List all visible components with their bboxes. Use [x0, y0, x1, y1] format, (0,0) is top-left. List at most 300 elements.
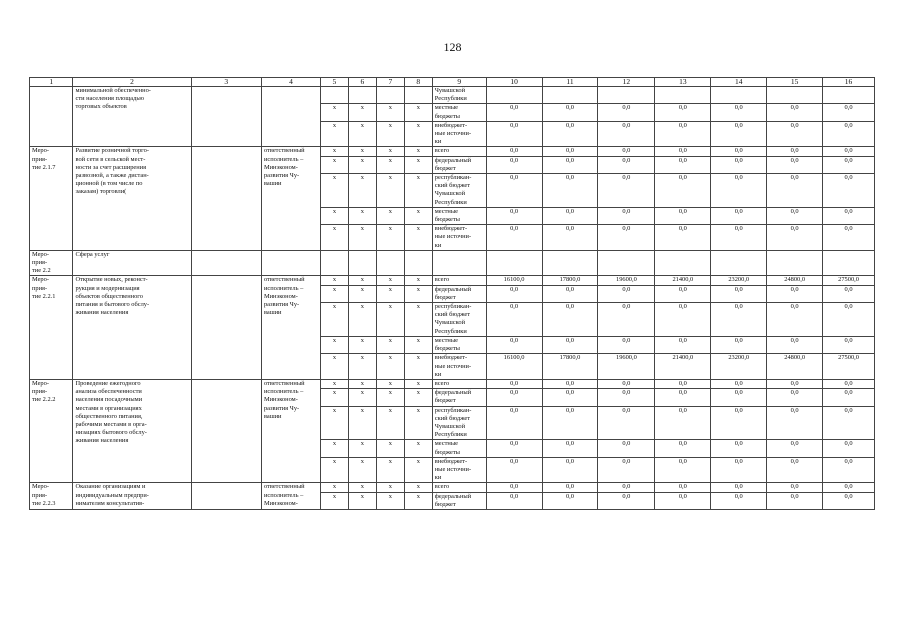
- value-cell: 19600,0: [598, 276, 655, 285]
- funding-source: федеральный бюджет: [432, 492, 486, 509]
- value-cell: 0,0: [542, 285, 598, 302]
- mark-cell: x: [320, 104, 348, 121]
- executor-cell: ответственный исполнитель – Минэконом- развития Чу- вашии: [261, 276, 320, 379]
- value-cell: 0,0: [711, 406, 767, 440]
- executor-cell: [261, 250, 320, 276]
- mark-cell: x: [320, 354, 348, 380]
- mark-cell: x: [348, 276, 376, 285]
- column-header: 13: [655, 78, 711, 87]
- value-cell: 0,0: [823, 207, 875, 224]
- value-cell: 0,0: [711, 492, 767, 509]
- funding-source: федеральный бюджет: [432, 389, 486, 406]
- table-row: [30, 379, 875, 388]
- mark-cell: x: [376, 225, 404, 251]
- value-cell: 0,0: [542, 147, 598, 156]
- funding-source: всего: [432, 483, 486, 492]
- value-cell: 0,0: [655, 104, 711, 121]
- mark-cell: x: [404, 104, 432, 121]
- value-cell: 0,0: [823, 156, 875, 173]
- mark-cell: x: [320, 147, 348, 156]
- value-cell: [542, 87, 598, 104]
- value-cell: 0,0: [598, 406, 655, 440]
- mark-cell: x: [320, 336, 348, 353]
- value-cell: 0,0: [767, 156, 823, 173]
- value-cell: 0,0: [711, 104, 767, 121]
- value-cell: 0,0: [711, 440, 767, 457]
- funding-source: местные бюджеты: [432, 440, 486, 457]
- value-cell: 0,0: [598, 104, 655, 121]
- funding-source: республикан- ский бюджет Чувашской Республики: [432, 303, 486, 337]
- value-cell: 0,0: [767, 379, 823, 388]
- mark-cell: x: [320, 276, 348, 285]
- value-cell: 0,0: [823, 457, 875, 483]
- value-cell: 24800,0: [767, 276, 823, 285]
- mark-cell: x: [404, 492, 432, 509]
- mark-cell: x: [320, 492, 348, 509]
- mark-cell: x: [404, 303, 432, 337]
- value-cell: 0,0: [711, 156, 767, 173]
- value-cell: 0,0: [542, 483, 598, 492]
- mark-cell: x: [320, 156, 348, 173]
- value-cell: 0,0: [598, 457, 655, 483]
- value-cell: 0,0: [711, 379, 767, 388]
- mark-cell: x: [404, 483, 432, 492]
- value-cell: 0,0: [655, 457, 711, 483]
- mark-cell: x: [320, 379, 348, 388]
- value-cell: 0,0: [486, 440, 542, 457]
- value-cell: 0,0: [486, 483, 542, 492]
- value-cell: 17800,0: [542, 354, 598, 380]
- value-cell: 0,0: [598, 147, 655, 156]
- mark-cell: x: [404, 440, 432, 457]
- value-cell: 0,0: [767, 406, 823, 440]
- value-cell: 0,0: [655, 303, 711, 337]
- measure-name: Сфера услуг: [73, 250, 191, 276]
- column-3-cell: [191, 147, 261, 250]
- funding-source: всего: [432, 379, 486, 388]
- value-cell: 0,0: [711, 207, 767, 224]
- mark-cell: x: [348, 104, 376, 121]
- value-cell: 0,0: [542, 492, 598, 509]
- column-header: 9: [432, 78, 486, 87]
- mark-cell: x: [376, 147, 404, 156]
- mark-cell: x: [404, 156, 432, 173]
- column-header: 7: [376, 78, 404, 87]
- executor-cell: ответственный исполнитель – Минэконом-: [261, 483, 320, 510]
- value-cell: 0,0: [655, 483, 711, 492]
- value-cell: 0,0: [598, 207, 655, 224]
- value-cell: 0,0: [486, 285, 542, 302]
- mark-cell: x: [376, 492, 404, 509]
- mark-cell: x: [348, 336, 376, 353]
- column-header: 8: [404, 78, 432, 87]
- mark-cell: [320, 250, 348, 276]
- measure-name: Проведение ежегодного анализа обеспеченности населения посадочными местами в организациях общественного питания, рабочими местами в орга- низациях бытового обслу- живания населения: [73, 379, 191, 482]
- mark-cell: x: [320, 389, 348, 406]
- value-cell: 0,0: [711, 483, 767, 492]
- value-cell: 0,0: [823, 379, 875, 388]
- column-3-cell: [191, 483, 261, 510]
- value-cell: 0,0: [711, 147, 767, 156]
- value-cell: 0,0: [767, 121, 823, 147]
- value-cell: [767, 250, 823, 276]
- mark-cell: x: [348, 389, 376, 406]
- column-header: 15: [767, 78, 823, 87]
- value-cell: 0,0: [598, 440, 655, 457]
- value-cell: [767, 87, 823, 104]
- mark-cell: x: [404, 174, 432, 208]
- mark-cell: x: [348, 147, 376, 156]
- value-cell: 0,0: [598, 389, 655, 406]
- value-cell: 0,0: [823, 492, 875, 509]
- mark-cell: x: [348, 174, 376, 208]
- column-3-cell: [191, 379, 261, 482]
- funding-source: Чувашской Республики: [432, 87, 486, 104]
- value-cell: 0,0: [598, 492, 655, 509]
- mark-cell: x: [320, 406, 348, 440]
- mark-cell: x: [376, 457, 404, 483]
- value-cell: 0,0: [598, 379, 655, 388]
- column-3-cell: [191, 87, 261, 147]
- value-cell: 0,0: [655, 121, 711, 147]
- mark-cell: x: [404, 336, 432, 353]
- value-cell: 0,0: [655, 492, 711, 509]
- column-header: 6: [348, 78, 376, 87]
- mark-cell: x: [404, 285, 432, 302]
- mark-cell: x: [404, 147, 432, 156]
- mark-cell: x: [376, 379, 404, 388]
- mark-cell: [348, 87, 376, 104]
- value-cell: 0,0: [486, 174, 542, 208]
- mark-cell: [320, 87, 348, 104]
- mark-cell: x: [376, 303, 404, 337]
- mark-cell: x: [404, 379, 432, 388]
- funding-source: внебюджет- ные источни- ки: [432, 121, 486, 147]
- measure-code: Меро- прия- тие 2.2.1: [30, 276, 73, 379]
- value-cell: 0,0: [655, 147, 711, 156]
- table-row: [30, 483, 875, 492]
- value-cell: 0,0: [767, 285, 823, 302]
- value-cell: 0,0: [823, 225, 875, 251]
- mark-cell: x: [348, 121, 376, 147]
- mark-cell: x: [348, 406, 376, 440]
- mark-cell: x: [404, 276, 432, 285]
- executor-cell: ответственный исполнитель – Минэконом- развития Чу- вашии: [261, 379, 320, 482]
- value-cell: [598, 87, 655, 104]
- value-cell: 0,0: [486, 225, 542, 251]
- funding-table: [29, 77, 875, 510]
- value-cell: 0,0: [767, 174, 823, 208]
- mark-cell: [376, 87, 404, 104]
- mark-cell: x: [348, 457, 376, 483]
- value-cell: 0,0: [823, 104, 875, 121]
- mark-cell: [404, 87, 432, 104]
- value-cell: [486, 87, 542, 104]
- value-cell: 0,0: [767, 492, 823, 509]
- value-cell: 0,0: [542, 457, 598, 483]
- value-cell: 0,0: [542, 174, 598, 208]
- value-cell: 24800,0: [767, 354, 823, 380]
- value-cell: 0,0: [767, 225, 823, 251]
- value-cell: 0,0: [598, 174, 655, 208]
- mark-cell: x: [376, 174, 404, 208]
- value-cell: 0,0: [767, 207, 823, 224]
- mark-cell: x: [348, 379, 376, 388]
- mark-cell: x: [404, 406, 432, 440]
- funding-source: внебюджет- ные источни- ки: [432, 225, 486, 251]
- value-cell: 0,0: [486, 156, 542, 173]
- value-cell: 0,0: [598, 303, 655, 337]
- value-cell: 0,0: [598, 336, 655, 353]
- mark-cell: x: [320, 457, 348, 483]
- value-cell: 0,0: [767, 104, 823, 121]
- value-cell: 16100,0: [486, 354, 542, 380]
- value-cell: 0,0: [542, 156, 598, 173]
- funding-source: республикан- ский бюджет Чувашской Республики: [432, 174, 486, 208]
- value-cell: 0,0: [711, 336, 767, 353]
- column-header: 11: [542, 78, 598, 87]
- value-cell: 0,0: [486, 207, 542, 224]
- value-cell: 0,0: [542, 389, 598, 406]
- value-cell: 0,0: [542, 121, 598, 147]
- value-cell: 0,0: [486, 121, 542, 147]
- value-cell: 0,0: [767, 440, 823, 457]
- value-cell: [823, 250, 875, 276]
- value-cell: 0,0: [486, 147, 542, 156]
- value-cell: 0,0: [711, 225, 767, 251]
- funding-source: внебюджет- ные источни- ки: [432, 457, 486, 483]
- value-cell: 0,0: [823, 389, 875, 406]
- value-cell: 0,0: [655, 389, 711, 406]
- value-cell: 0,0: [655, 207, 711, 224]
- value-cell: 0,0: [542, 406, 598, 440]
- mark-cell: x: [376, 440, 404, 457]
- value-cell: 0,0: [823, 121, 875, 147]
- column-3-cell: [191, 250, 261, 276]
- mark-cell: x: [376, 406, 404, 440]
- value-cell: [823, 87, 875, 104]
- value-cell: 0,0: [767, 303, 823, 337]
- value-cell: 0,0: [767, 147, 823, 156]
- value-cell: 16100,0: [486, 276, 542, 285]
- value-cell: 0,0: [655, 285, 711, 302]
- value-cell: [655, 87, 711, 104]
- funding-source: федеральный бюджет: [432, 156, 486, 173]
- value-cell: 0,0: [598, 156, 655, 173]
- value-cell: 0,0: [711, 303, 767, 337]
- value-cell: 0,0: [655, 336, 711, 353]
- mark-cell: x: [376, 156, 404, 173]
- value-cell: 0,0: [711, 285, 767, 302]
- value-cell: 0,0: [542, 207, 598, 224]
- value-cell: 0,0: [542, 379, 598, 388]
- mark-cell: x: [376, 354, 404, 380]
- measure-code: Меро- прия- тие 2.2.3: [30, 483, 73, 510]
- value-cell: 0,0: [486, 389, 542, 406]
- value-cell: 23200,0: [711, 276, 767, 285]
- mark-cell: x: [320, 440, 348, 457]
- value-cell: 0,0: [486, 104, 542, 121]
- value-cell: 0,0: [655, 406, 711, 440]
- value-cell: [598, 250, 655, 276]
- mark-cell: x: [348, 492, 376, 509]
- value-cell: 0,0: [486, 406, 542, 440]
- value-cell: 0,0: [823, 303, 875, 337]
- column-header: 1: [30, 78, 73, 87]
- value-cell: 0,0: [598, 225, 655, 251]
- mark-cell: x: [348, 354, 376, 380]
- measure-name: Развитие розничной торго- вой сети в сельской мест- ности за счет расширения развозной, а также дистан- ционной (в том числе по заказам) торговли(: [73, 147, 191, 250]
- mark-cell: x: [348, 225, 376, 251]
- measure-name: Оказание организациям и индивидуальным предпри- нимателям консультатив-: [73, 483, 191, 510]
- column-header: 12: [598, 78, 655, 87]
- value-cell: 0,0: [823, 440, 875, 457]
- value-cell: 0,0: [486, 303, 542, 337]
- funding-source: [432, 250, 486, 276]
- value-cell: 0,0: [655, 379, 711, 388]
- value-cell: 0,0: [767, 457, 823, 483]
- measure-code: Меро- прия- тие 2.2: [30, 250, 73, 276]
- executor-cell: ответственный исполнитель – Минэконом- развития Чу- вашии: [261, 147, 320, 250]
- mark-cell: x: [348, 156, 376, 173]
- mark-cell: x: [376, 207, 404, 224]
- value-cell: 0,0: [486, 379, 542, 388]
- mark-cell: [376, 250, 404, 276]
- value-cell: 0,0: [767, 483, 823, 492]
- value-cell: 0,0: [486, 492, 542, 509]
- value-cell: 21400,0: [655, 276, 711, 285]
- mark-cell: x: [348, 483, 376, 492]
- mark-cell: x: [404, 225, 432, 251]
- page-number: 128: [443, 40, 462, 54]
- value-cell: 27500,0: [823, 354, 875, 380]
- measure-name: Открытие новых, реконст- рукция и модернизация объектов общественного питания и бытового обслу- живания населения: [73, 276, 191, 379]
- mark-cell: x: [376, 121, 404, 147]
- value-cell: 0,0: [655, 440, 711, 457]
- mark-cell: x: [404, 457, 432, 483]
- value-cell: [542, 250, 598, 276]
- mark-cell: x: [376, 389, 404, 406]
- column-header: 10: [486, 78, 542, 87]
- value-cell: [711, 87, 767, 104]
- mark-cell: x: [376, 336, 404, 353]
- value-cell: 0,0: [598, 121, 655, 147]
- value-cell: 0,0: [542, 225, 598, 251]
- value-cell: 21400,0: [655, 354, 711, 380]
- column-header: 2: [73, 78, 191, 87]
- mark-cell: x: [348, 440, 376, 457]
- mark-cell: x: [404, 207, 432, 224]
- table-row: [30, 147, 875, 156]
- value-cell: 23200,0: [711, 354, 767, 380]
- mark-cell: x: [404, 121, 432, 147]
- value-cell: 17800,0: [542, 276, 598, 285]
- value-cell: 0,0: [486, 336, 542, 353]
- funding-source: всего: [432, 276, 486, 285]
- mark-cell: x: [320, 225, 348, 251]
- value-cell: 0,0: [823, 147, 875, 156]
- funding-source: местные бюджеты: [432, 207, 486, 224]
- measure-code: Меро- прия- тие 2.1.7: [30, 147, 73, 250]
- mark-cell: x: [320, 207, 348, 224]
- value-cell: 0,0: [542, 440, 598, 457]
- value-cell: 0,0: [823, 406, 875, 440]
- mark-cell: x: [376, 285, 404, 302]
- mark-cell: [348, 250, 376, 276]
- value-cell: 0,0: [823, 336, 875, 353]
- value-cell: 19600,0: [598, 354, 655, 380]
- value-cell: 0,0: [542, 303, 598, 337]
- value-cell: 0,0: [823, 174, 875, 208]
- funding-source: республикан- ский бюджет Чувашской Республики: [432, 406, 486, 440]
- mark-cell: x: [320, 174, 348, 208]
- mark-cell: x: [320, 483, 348, 492]
- value-cell: 0,0: [767, 389, 823, 406]
- column-3-cell: [191, 276, 261, 379]
- funding-source: местные бюджеты: [432, 336, 486, 353]
- value-cell: 0,0: [711, 389, 767, 406]
- mark-cell: x: [404, 354, 432, 380]
- column-header: 4: [261, 78, 320, 87]
- funding-source: внебюджет- ные источни- ки: [432, 354, 486, 380]
- measure-code: [30, 87, 73, 147]
- value-cell: 27500,0: [823, 276, 875, 285]
- executor-cell: [261, 87, 320, 147]
- table-row: [30, 250, 875, 276]
- value-cell: 0,0: [598, 483, 655, 492]
- mark-cell: [404, 250, 432, 276]
- mark-cell: x: [320, 303, 348, 337]
- column-header: 14: [711, 78, 767, 87]
- value-cell: 0,0: [542, 104, 598, 121]
- table-row: [30, 276, 875, 285]
- mark-cell: x: [320, 285, 348, 302]
- value-cell: 0,0: [655, 156, 711, 173]
- table-row: [30, 87, 875, 104]
- mark-cell: x: [376, 104, 404, 121]
- measure-name: минимальной обеспеченно- сти населения площадью торговых объектов: [73, 87, 191, 147]
- value-cell: 0,0: [711, 174, 767, 208]
- column-header: 5: [320, 78, 348, 87]
- mark-cell: x: [404, 389, 432, 406]
- column-header: 3: [191, 78, 261, 87]
- mark-cell: x: [348, 303, 376, 337]
- mark-cell: x: [348, 207, 376, 224]
- mark-cell: x: [348, 285, 376, 302]
- value-cell: 0,0: [655, 174, 711, 208]
- funding-source: всего: [432, 147, 486, 156]
- value-cell: 0,0: [486, 457, 542, 483]
- value-cell: [711, 250, 767, 276]
- mark-cell: x: [376, 483, 404, 492]
- value-cell: 0,0: [598, 285, 655, 302]
- funding-source: местные бюджеты: [432, 104, 486, 121]
- value-cell: 0,0: [823, 285, 875, 302]
- funding-source: федеральный бюджет: [432, 285, 486, 302]
- value-cell: 0,0: [711, 121, 767, 147]
- value-cell: 0,0: [542, 336, 598, 353]
- measure-code: Меро- прия- тие 2.2.2: [30, 379, 73, 482]
- value-cell: 0,0: [711, 457, 767, 483]
- column-header: 16: [823, 78, 875, 87]
- value-cell: 0,0: [767, 336, 823, 353]
- mark-cell: x: [376, 276, 404, 285]
- value-cell: [655, 250, 711, 276]
- value-cell: [486, 250, 542, 276]
- header-row: [30, 78, 875, 87]
- mark-cell: x: [320, 121, 348, 147]
- value-cell: 0,0: [655, 225, 711, 251]
